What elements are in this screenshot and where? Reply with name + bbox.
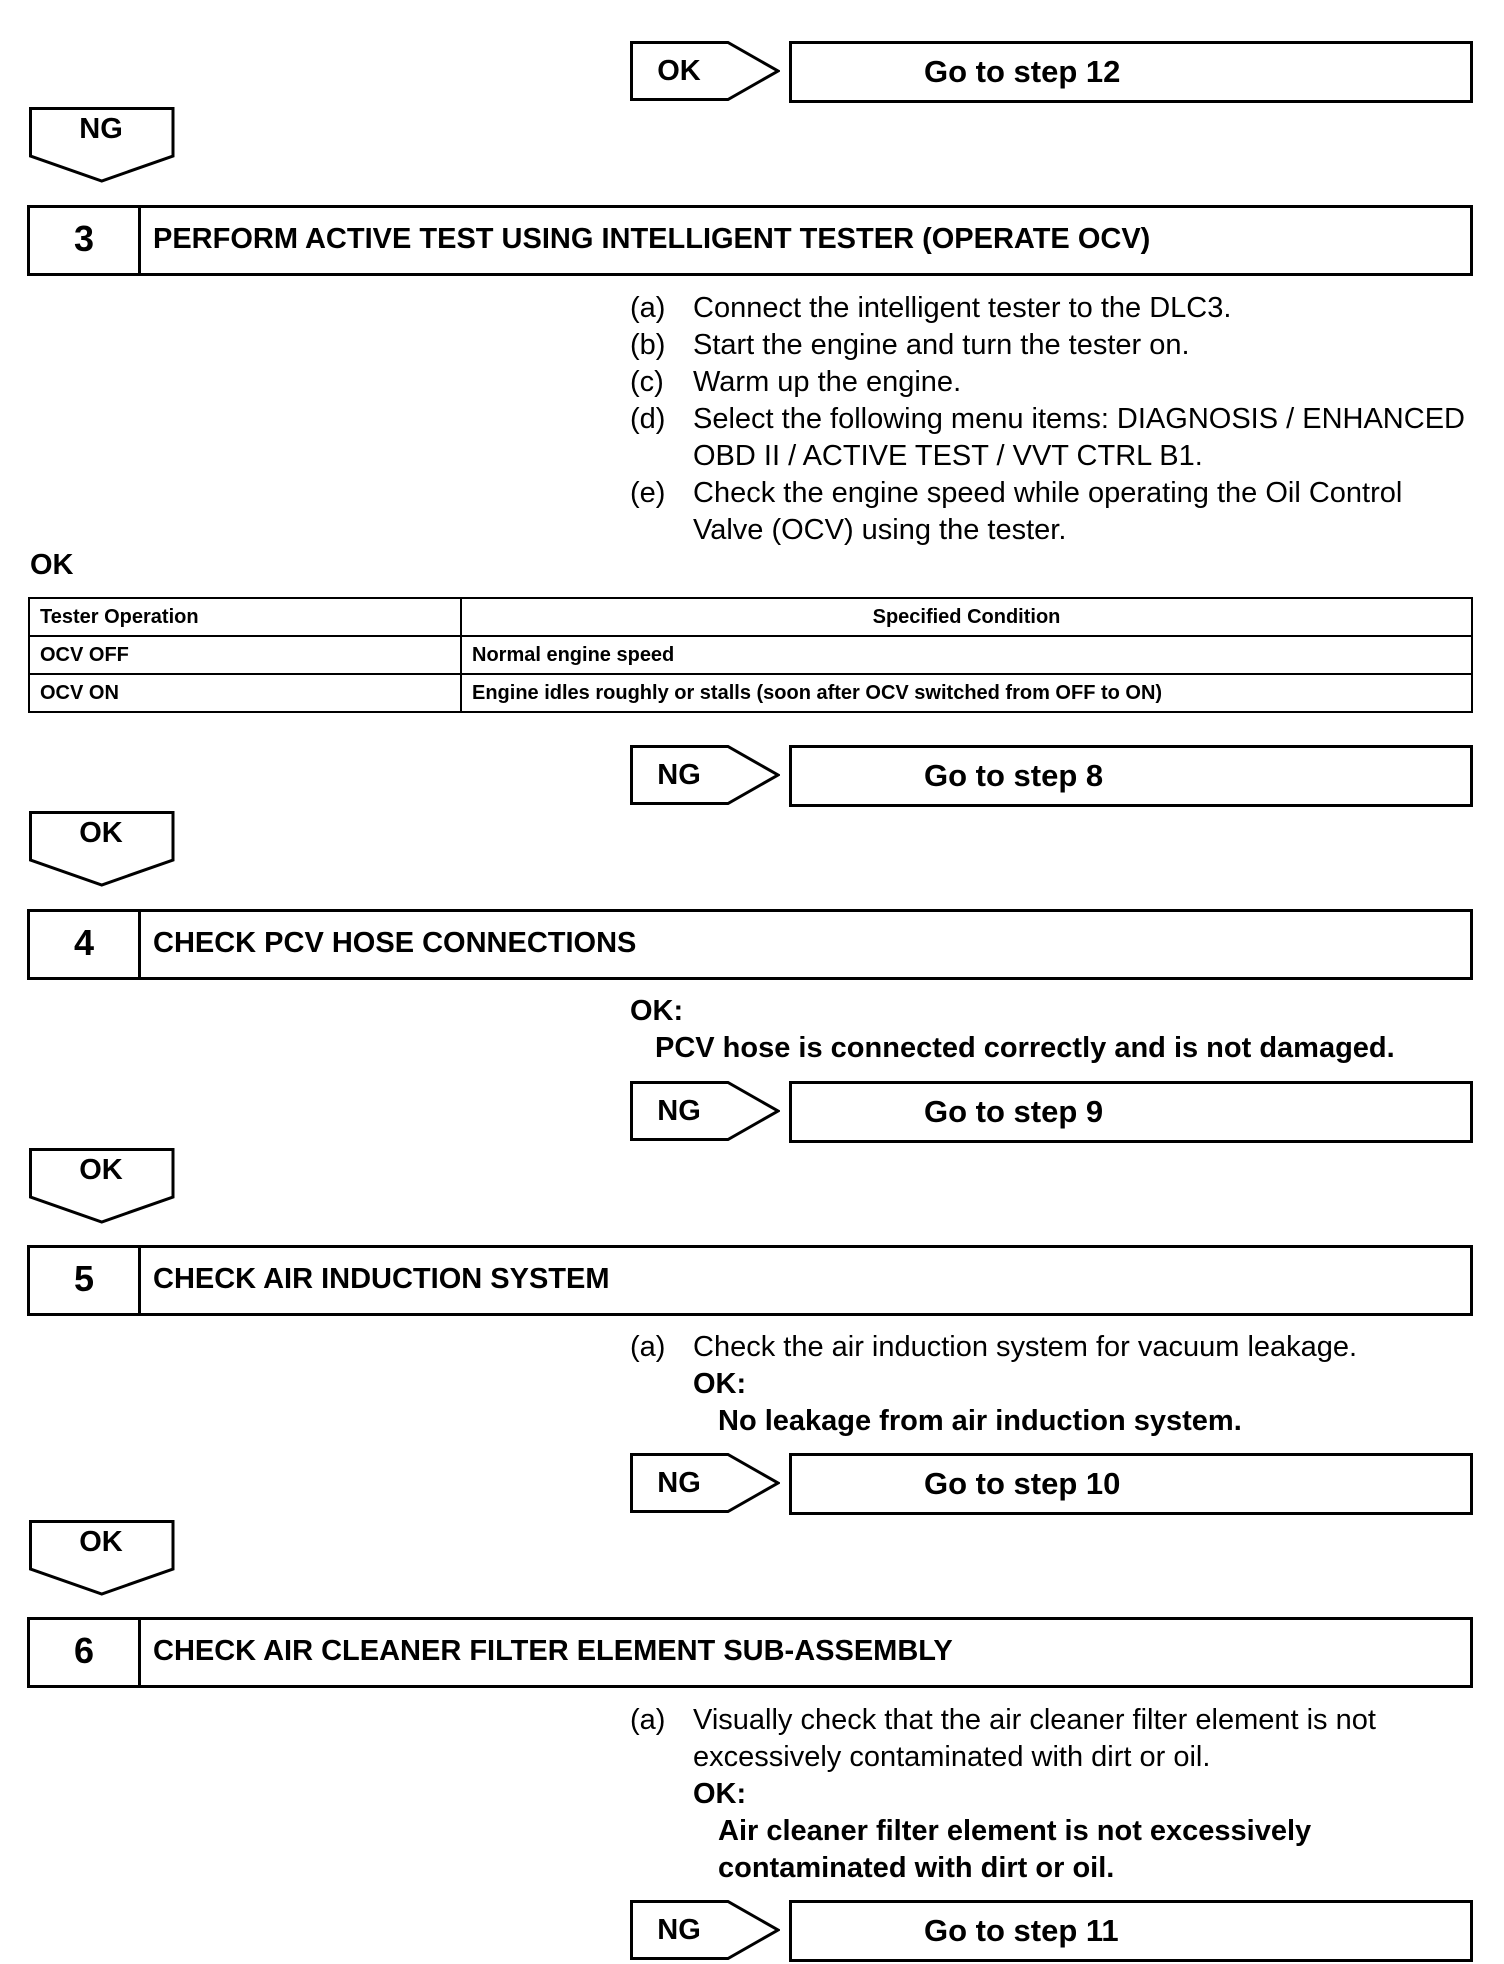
branch-label: NG: [657, 1914, 701, 1946]
instruction-key: (b): [630, 329, 666, 361]
step-number: 5: [30, 1248, 141, 1313]
goto-step-11-link[interactable]: Go to step 11: [789, 1900, 1473, 1962]
instruction-text: Warm up the engine.: [693, 366, 962, 398]
ok-criteria: Air cleaner filter element is not excessively: [718, 1815, 1312, 1847]
branch-arrow-ng-step8: [630, 745, 780, 805]
instruction-item: [630, 401, 1470, 475]
branch-arrow-ng-step10: [630, 1453, 780, 1513]
down-arrow-ok: [29, 811, 177, 887]
instruction-text: Start the engine and turn the tester on.: [693, 329, 1190, 361]
instruction-key: (d): [630, 403, 666, 435]
step-3-instructions: [630, 290, 1470, 549]
ok-criteria: contaminated with dirt or oil.: [718, 1852, 1115, 1884]
ok-row: [630, 1366, 1470, 1403]
step-title: CHECK AIR CLEANER FILTER ELEMENT SUB-ASSEMBLY: [153, 1635, 953, 1667]
step-title: PERFORM ACTIVE TEST USING INTELLIGENT TESTER (OPERATE OCV): [153, 223, 1151, 255]
ok-criteria-row: [630, 1403, 1470, 1440]
goto-step-8-link[interactable]: Go to step 8: [789, 745, 1473, 807]
step-title: CHECK PCV HOSE CONNECTIONS: [153, 927, 637, 959]
ok-label: OK: [30, 549, 74, 581]
table-cell: Normal engine speed: [461, 636, 1472, 674]
branch-label: NG: [657, 1095, 701, 1127]
goto-step-10-link[interactable]: Go to step 10: [789, 1453, 1473, 1515]
branch-label: NG: [657, 759, 701, 791]
step-4-header: [27, 909, 1473, 980]
step-number: 3: [30, 208, 141, 273]
step-title: CHECK AIR INDUCTION SYSTEM: [153, 1263, 610, 1295]
instruction-item: [630, 1702, 1450, 1776]
instruction-item: [630, 290, 1470, 327]
branch-arrow-ng-step9: [630, 1081, 780, 1141]
table-row: [29, 636, 1472, 674]
branch-arrow-ng-step11: [630, 1900, 780, 1960]
ok-criteria: PCV hose is connected correctly and is not damaged.: [655, 1032, 1395, 1064]
instruction-text: Check the air induction system for vacuum leakage.: [693, 1331, 1358, 1363]
table-cell: Engine idles roughly or stalls (soon after OCV switched from OFF to ON): [461, 674, 1472, 712]
instruction-key: (a): [630, 292, 666, 324]
down-arrow-ok: [29, 1520, 177, 1596]
instruction-text: Connect the intelligent tester to the DLC3.: [693, 292, 1232, 324]
ok-row: [630, 1776, 1450, 1813]
goto-step-12-link[interactable]: Go to step 12: [789, 41, 1473, 103]
instruction-item: [630, 327, 1470, 364]
down-arrow-ok: [29, 1148, 177, 1224]
table-header: Specified Condition: [461, 598, 1472, 636]
table-cell: OCV ON: [29, 674, 461, 712]
branch-arrow-ok-step12: [630, 41, 780, 101]
instruction-item: [630, 1329, 1470, 1366]
down-arrow-ng: [29, 107, 177, 183]
step-6-instructions: [630, 1702, 1450, 1887]
instruction-key: (a): [630, 1331, 666, 1363]
ok-criteria-row: [630, 1850, 1450, 1887]
ok-criteria: No leakage from air induction system.: [718, 1405, 1242, 1437]
table-row: [29, 674, 1472, 712]
instruction-key: (a): [630, 1704, 666, 1736]
table-cell: OCV OFF: [29, 636, 461, 674]
down-label: NG: [79, 113, 123, 145]
ok-label: OK:: [630, 995, 684, 1027]
instruction-item: [630, 475, 1470, 549]
ok-label: OK:: [693, 1368, 747, 1400]
step-3-header: [27, 205, 1473, 276]
table-header-row: [29, 598, 1472, 636]
step-5-instructions: [630, 1329, 1470, 1440]
ok-label: OK:: [693, 1778, 747, 1810]
table-header: Tester Operation: [29, 598, 461, 636]
instruction-text: Visually check that the air cleaner filter element is not excessively contaminated with dirt or oil.: [693, 1704, 1376, 1773]
step-number: 4: [30, 912, 141, 977]
step-number: 6: [30, 1620, 141, 1685]
instruction-item: [630, 364, 1470, 401]
instruction-key: (e): [630, 477, 666, 509]
branch-label: NG: [657, 1467, 701, 1499]
down-label: OK: [79, 1526, 123, 1558]
step-6-header: [27, 1617, 1473, 1688]
goto-step-9-link[interactable]: Go to step 9: [789, 1081, 1473, 1143]
branch-label: OK: [657, 55, 701, 87]
instruction-key: (c): [630, 366, 664, 398]
instruction-text: Check the engine speed while operating the Oil Control Valve (OCV) using the tester.: [693, 477, 1403, 546]
instruction-text: Select the following menu items: DIAGNOSIS / ENHANCED OBD II / ACTIVE TEST / VVT CTRL B1.: [693, 403, 1465, 472]
ok-criteria-row: [630, 1813, 1450, 1850]
step-5-header: [27, 1245, 1473, 1316]
spec-table: [28, 597, 1473, 713]
down-label: OK: [79, 817, 123, 849]
down-label: OK: [79, 1154, 123, 1186]
